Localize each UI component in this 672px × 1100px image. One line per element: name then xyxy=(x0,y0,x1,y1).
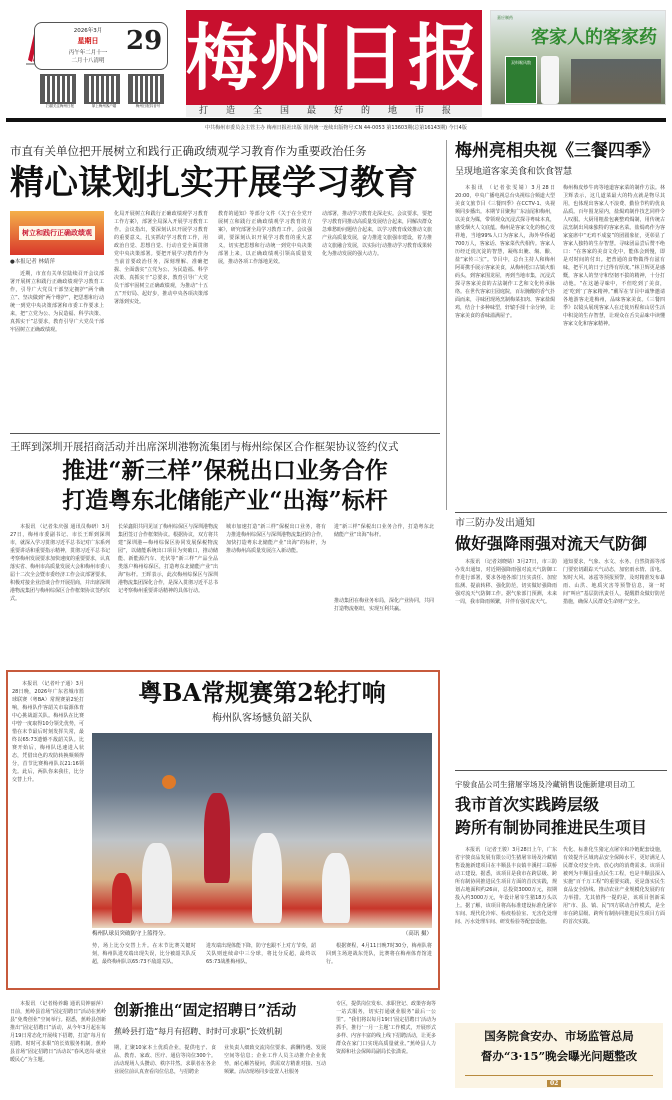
lead-kicker: 市直有关单位把开展树立和践行正确政绩观学习教育作为重要政治任务 xyxy=(10,144,367,158)
weather-col-1: 本报讯 （记者刘晓婧）3月27日，市三防办发出通知，对近期强降雨强对流天气防御工作进行部署，要求各地各部门压实责任、加密监测、提前转移、强化防范，切实做好强降雨强对流天气防御工作。据气象部门预测，未来一周，我市降雨频繁，并伴有强对流天气。 xyxy=(455,559,557,605)
qr-code-3[interactable] xyxy=(128,74,168,109)
ad-photo-family xyxy=(571,59,661,103)
side1-col-2: 梅州梅皮炒牛肉等地道客家菜的制作方法。林卫辉表示，这几道菜最大的特点就是物尽其用，也体现出客家人不浪费、勤俭节约的优良品质。百年围龙屋内，盐焗鸡制作技艺同样令人叹服。大厨用粗盐包裹整鸡焗制，用传统古法烹制出风味独特的客家名菜。盐焗鸡作为客家宴席中“无鸡不成宴”的团圆象征，更彰显了客家人独特的生存智慧。寻味团品尝后赞不绝口：“在客家的美食文化中，能体会到慢，即是对时间的付出。把普通的食物做得有滋有味，把平凡的日子过得有厚度。”林卫辉更是感慨，客家人的坚守和坚韧不拔的精神，十分打动他。“在这趟寻味中，不但吃到了美食，还‘吃到’了客家精神。”戴军在节目中诚挚邀请各地游客走进梅州，品味客家美食。《三餐四季》以镜头展现客家人在迁徙历程和山居生活中积淀的生存智慧，让观众在舌尖品味中读懂客家文化和客家精神。 xyxy=(563,185,665,327)
photo-caption: 梅州队球员突破防守上篮得分。 xyxy=(92,931,170,937)
project-col-1: 本报讯 （记者王骏）3月28日上午，广东省宇骏食品发展有限公司生猪屠宰场及冷藏销售设施新建项目在丰顺县丰良镇丰溪村三联桥动工建设。据悉，该项目是我市在跨层级、跨所有制协同推进民生项目方面的首次实践，规划占地面积约26亩，总投资3000万元，拟期投入约3000万元，年设计屠宰生猪18万头以上。据了解，该项目将高标准建设标准化屠宰车间、现代化冷库、检疫检验室、无害化处理间、污水处理车间、研发检验等配套设施。 xyxy=(455,847,557,925)
second-col-5: 推动集团在梅业务布局，深化产业协同，共同打造物流枢纽，实现互利共赢。 xyxy=(334,598,434,612)
date-year-month: 2026年3月 xyxy=(73,28,103,34)
second-col-1: 本报讯 （记者朱庆强 通讯员梅研）3月27日，梅州市委副书记、市长王晖到深圳市，就深入学习贯彻习近平总书记对广东系列重要讲话和重要指示精神，贯彻习近平总书记考察梅州发展要求加快速度的重要要求，认真落实省、梅州市高质量发展大会和梅州市委八届十二次全会暨市委经济工作会议部署要求，积极对接企业洽谈合作开展招商，并出席深圳港物流集团与梅州综保区合作框架协议签约仪式。 xyxy=(10,524,110,602)
lead-col-1: 近期，市直有关单位陆续召开会议部署开展树立和践行正确政绩观学习教育工作，引导广大党员干部坚定拥护“两个确立”、坚决做到“两个维护”，把思想和行动统一到党中央决策部署和市委工作要求上来，把“立党为公、为民造福、科学决策、真抓实干”总要求，教育引导广大党员干部牢固树立正确政绩观。 xyxy=(10,271,104,333)
masthead-slogan: 打造全国最好的地市报 xyxy=(186,105,482,117)
banner-text: 树立和践行正确政绩观 xyxy=(19,226,95,240)
qr-label: 扫描关注梅州日报 xyxy=(46,104,74,108)
qr-label: 掌上梅州客户端 xyxy=(91,104,117,108)
side1-col-1: 本报讯 （记者张雯婧）3月28日20:00，中央广播电视总台央视综合频道大型美食文旅节目《三餐四季》在CCTV-1、央视频同步播出。本期节目聚焦广东汕尾和梅州，以美食为媒，带领观众沉浸式探寻粤味本真，感受烟火人文底蕴。梅州是客家文化的核心发祥地，当地99%人口为客家人，海外华侨超700万人，客家话、客家菜代代相传。客家人历经迁徙沉淀的智慧，凝练出腌、焖、酿、盐“家传三宝”。节目中，总台主持人和梅州阿哥携手展示客家美食，从梅州松口古镇火船码头，到客家围龙屋，再到当地市集，沉浸式探寻客家美食的古法制作工艺和文化传承脉络。在世代客家庄园庭院，百坛腌酸的香气扑面而来，寻味团现场烹制梅菜扣肉、客家盐焗鸡，结合十多种味型，轩辕手揉十余分钟，让客家美食的香味溢满屋子。 xyxy=(455,185,555,319)
project-kicker: 宇骏食品公司生猪屠宰场及冷藏销售设施新建项目动工 xyxy=(455,780,635,789)
side1-subhead: 呈现地道客家美食和饮食智慧 xyxy=(455,167,573,177)
weather-col-2: 通知要求，气象、水文、水务、自然资源等部门要密切跟踪天气动态，加密雨水情、雷电、短时大风、冰雹等预报预警，及时精准发布暴雨、山洪、地质灾害等预警信息，第一时间“叫应”基层防汛责任人，提醒群众做好防范措施，确保人民群众生命财产安全。 xyxy=(563,559,665,605)
recruit-col-a: 期，汇聚10家本土优质企业，提供电子、食品、教育、家政、医疗、通信等岗位300个。活动现场人头攒动、秩序井然。求职者在各企业展位前认真查看岗位信息，与招聘企 xyxy=(114,1045,216,1075)
sports-photo[interactable] xyxy=(92,733,432,928)
second-col-2: 长荣鑫阳共同见证了梅州综保区与深圳港物流集团签订合作框架协议。根据协议，双方将共建“深圳港—梅州综保区协同发展保税物流园”，以储能系统出口项目为突破口，推动储能、新能源汽车、光伏等“新三样”产品全品类落户梅州综保区，打造粤东北储能产业“出海”标杆。王晖表示，此次梅州综保区与深圳港物流集团深化合作，是深入贯彻习近平总书记考察梅州重要讲话精神的具体行动。 xyxy=(118,524,218,594)
date-lunar: 丙午年二月十一 xyxy=(68,50,108,56)
masthead xyxy=(186,10,482,105)
qr-code-1[interactable] xyxy=(40,74,80,109)
sports-col-c: 根据赛程，4月11日晚7时30分，梅州队将回到主场迎战东莞队，比赛将在梅州体育馆进行。 xyxy=(326,943,432,965)
second-headline-1[interactable]: 推进“新三样”保税出口业务合作 xyxy=(62,457,388,484)
second-kicker: 王晖到深圳开展招商活动并出席深圳港物流集团与梅州综保区合作框架协议签约仪式 xyxy=(10,441,399,453)
qr-code-icon xyxy=(128,74,164,104)
section-divider xyxy=(455,512,667,513)
basketball-icon xyxy=(162,775,176,789)
project-headline-1[interactable]: 我市首次实践跨层级 xyxy=(455,795,600,814)
player-figure xyxy=(112,873,132,923)
player-figure xyxy=(142,843,172,923)
weather-headline[interactable]: 做好强降雨强对流天气防御 xyxy=(455,534,648,553)
section-divider xyxy=(10,433,440,434)
recruit-col-b: 业负责人细致交流岗位要求、薪酬待遇、发展空间等信息；企业工作人员主动推介企业优势，耐心解答疑问，供需双方精准对接、互动频繁。活动现场同步设置人社服务 xyxy=(224,1045,326,1075)
player-figure xyxy=(252,833,282,923)
sports-headline[interactable]: 粤BA常规赛第2轮打响 xyxy=(138,678,386,707)
second-col-4: 进“新三样”保税出口业务合作，打造粤东北储能产业“出海”标杆。 xyxy=(334,524,434,538)
teaser-page-number: 02 xyxy=(547,1080,561,1087)
project-headline-2[interactable]: 跨所有制协同推进民生项目 xyxy=(455,818,648,837)
publication-imprint: 中共梅州市委员会主管主办 梅州日报社出版 国内统一连续出版物号:CN 44-0053 第13603期(总第16143期) 今日4版 xyxy=(205,125,467,131)
recruit-subhead: 蕉岭县打造“每月有招聘、时时可求职”长效机制 xyxy=(114,1027,283,1036)
ad-title: 客家人的客家药 xyxy=(531,27,657,48)
second-col-3: 城市加速打造“新三样”保税出口业务，将有力推进梅州综保区与深圳港物流集团的合作，加快打造粤东北储能产业“出海”的标杆，为推动梅州高质量发展注入新动能。 xyxy=(226,524,326,554)
teaser-headline-2: 督办“3·15”晚会曝光问题整改 xyxy=(480,1049,638,1063)
qr-code-icon xyxy=(84,74,120,104)
date-solar-term: 二月十八清明 xyxy=(71,58,105,64)
sports-col-b: 进攻端出现体能下降，防守也跟不上对方节奏，韶关队则连续命中三分球，将比分反超，最终以65:73战胜梅州队。 xyxy=(206,943,316,965)
ad-product-box xyxy=(505,56,537,104)
project-col-2: 代化、标准化生猪定点屠宰和冷链配套设施，有效提升区域肉品安全保障水平，更好满足人民群众对安全肉、放心肉的消费需求。该项目被列为丰顺县重点民生工程，也是丰顺县深入实施“百千万工程”的重要实践，更是落实民生食品安全防线、推动农业产业规模化发展的有力举措。尤其值得一提的是，该项目创新采用“市、县、镇、民”四方联动合作模式，是全市在跨层级、跨所有制协同推进民生项目方面的首次实践。 xyxy=(563,847,665,925)
recruit-col-c: 专区，提供岗位发布、求职登记、政策咨询等一站式服务，切实打通就业服务“最后一公里”。“我们将以每月19日‘固定招聘日’活动为抓手，推行‘一月一主题’工作模式，开展形式多样、内容丰富的线上线下招聘活动，让更多群众在家门口实现高质量就业。”蕉岭县人力资源和社会保障局副局长张潇说。 xyxy=(336,1001,436,1055)
sports-col-a: 势，场上比分交替上升。在末节比赛关键时刻，梅州队进攻端出现失误，比分被韶关队反超，最终梅州队以65:73不敌韶关队。 xyxy=(92,943,196,965)
lead-headline[interactable]: 精心谋划扎实开展学习教育 xyxy=(10,163,418,203)
qr-code-2[interactable] xyxy=(84,74,124,109)
ad-product-name: 双料喉风散 xyxy=(511,60,531,65)
lead-banner-image xyxy=(10,211,104,255)
qr-code-icon xyxy=(40,74,76,104)
masthead-rule xyxy=(6,118,666,122)
advertisement[interactable] xyxy=(490,10,666,105)
teaser-headline-1: 国务院食安办、市场监管总局 xyxy=(484,1029,634,1043)
lead-col-3: 教育的通知》等部分文件《关于在全党开展树立和践行正确政绩观学习教育的方案》，研究部署全局学习教育工作。会议强调，要深刻认识开展学习教育的重大意义，切实把思想和行动统一到党中央决策部署上来，以正确政绩观引领高质量发展，推动各项工作落地见效。 xyxy=(218,211,312,265)
side1-headline[interactable]: 梅州亮相央视《三餐四季》 xyxy=(455,141,659,161)
player-figure xyxy=(204,793,230,883)
qr-label: 梅州日报抖音号 xyxy=(135,104,161,108)
recruit-headline[interactable]: 创新推出“固定招聘日”活动 xyxy=(114,1001,297,1019)
date-weekday: 星期日 xyxy=(77,37,99,45)
photo-credit: （高讯 摄） xyxy=(402,931,432,937)
weather-kicker: 市三防办发出通知 xyxy=(455,518,535,529)
second-headline-2[interactable]: 打造粤东北储能产业“出海”标杆 xyxy=(62,487,388,514)
masthead-title: 梅州日报 xyxy=(186,15,483,100)
column-divider xyxy=(446,140,447,510)
teaser-page-tag xyxy=(547,1070,561,1089)
ad-bottle-image xyxy=(541,56,559,104)
recruit-col-left: 本报讯 （记者杨养璐 通讯员钟丽萍）日前，蕉岭县首场“固定招聘日”活动在蕉岭县“免费创业”空间举行。据悉，蕉岭县创新推出“固定招聘日”活动，从今年3月起在每月19日常态化开展线下招聘，打造“每月有招聘、时时可求职”的长效服务机制。蕉岭县首场“固定招聘日”活动以“春风送岗·就业暖民心”为主题。 xyxy=(10,1001,106,1063)
sports-col-left: 本报讯 （记者叶子通）3月28日晚，2026年广东省城市篮球联赛（粤BA）常规赛第2轮打响，梅州队作客韶关市翁源体育中心挑战韶关队。梅州队在比赛中曾一度取得10分领先优势，可惜在末节最后时刻发挥失常，最终以65:73遗憾不敌韶关队。比赛开始后，梅州队迅速进入状态，凭借出色的攻防转换频频得分，首节比赛梅州队以21:16领先。此后，两队你来我往，比分交替上升。 xyxy=(12,681,84,783)
page-teaser-box[interactable] xyxy=(455,1023,663,1088)
lead-col-4: 动部署，推动学习教育走深走实。会议要求，要把学习教育同推动高质量发展结合起来，同解决群众急难愁盼问题结合起来，以学习教育成效推动文旅产业高质量发展，奋力推进文旅强市建设，着力推动文旅融合发展，以实际行动推动学习教育成果转化为推动发展的强大动力。 xyxy=(322,211,432,257)
sports-subhead: 梅州队客场憾负韶关队 xyxy=(212,713,312,724)
lead-col-2: 化局开展树立和践行正确政绩观学习教育工作方案》，部署全局深入开展学习教育工作。会议指出，要深刻认识开展学习教育的重要意义，扎实抓好学习教育工作，用政治自觉、思想自觉、行动自觉全面贯彻党中央决策部署。要把开展学习教育作为当前首要政治任务，深刻理解、准确把握、全面落实“立党为公、为民造福、科学决策、真抓实干”总要求，教育引导广大党员干部牢固树立正确政绩观，为推动“十五五”开好局、起好步，推动中央各项决策部署落到实处。 xyxy=(114,211,208,305)
lead-byline: ●本报记者 林婧萍 xyxy=(10,259,56,265)
section-divider xyxy=(455,770,667,771)
ad-brand: 嘉应制药 xyxy=(497,15,513,20)
player-figure xyxy=(322,853,350,923)
date-day: 29 xyxy=(126,26,163,56)
